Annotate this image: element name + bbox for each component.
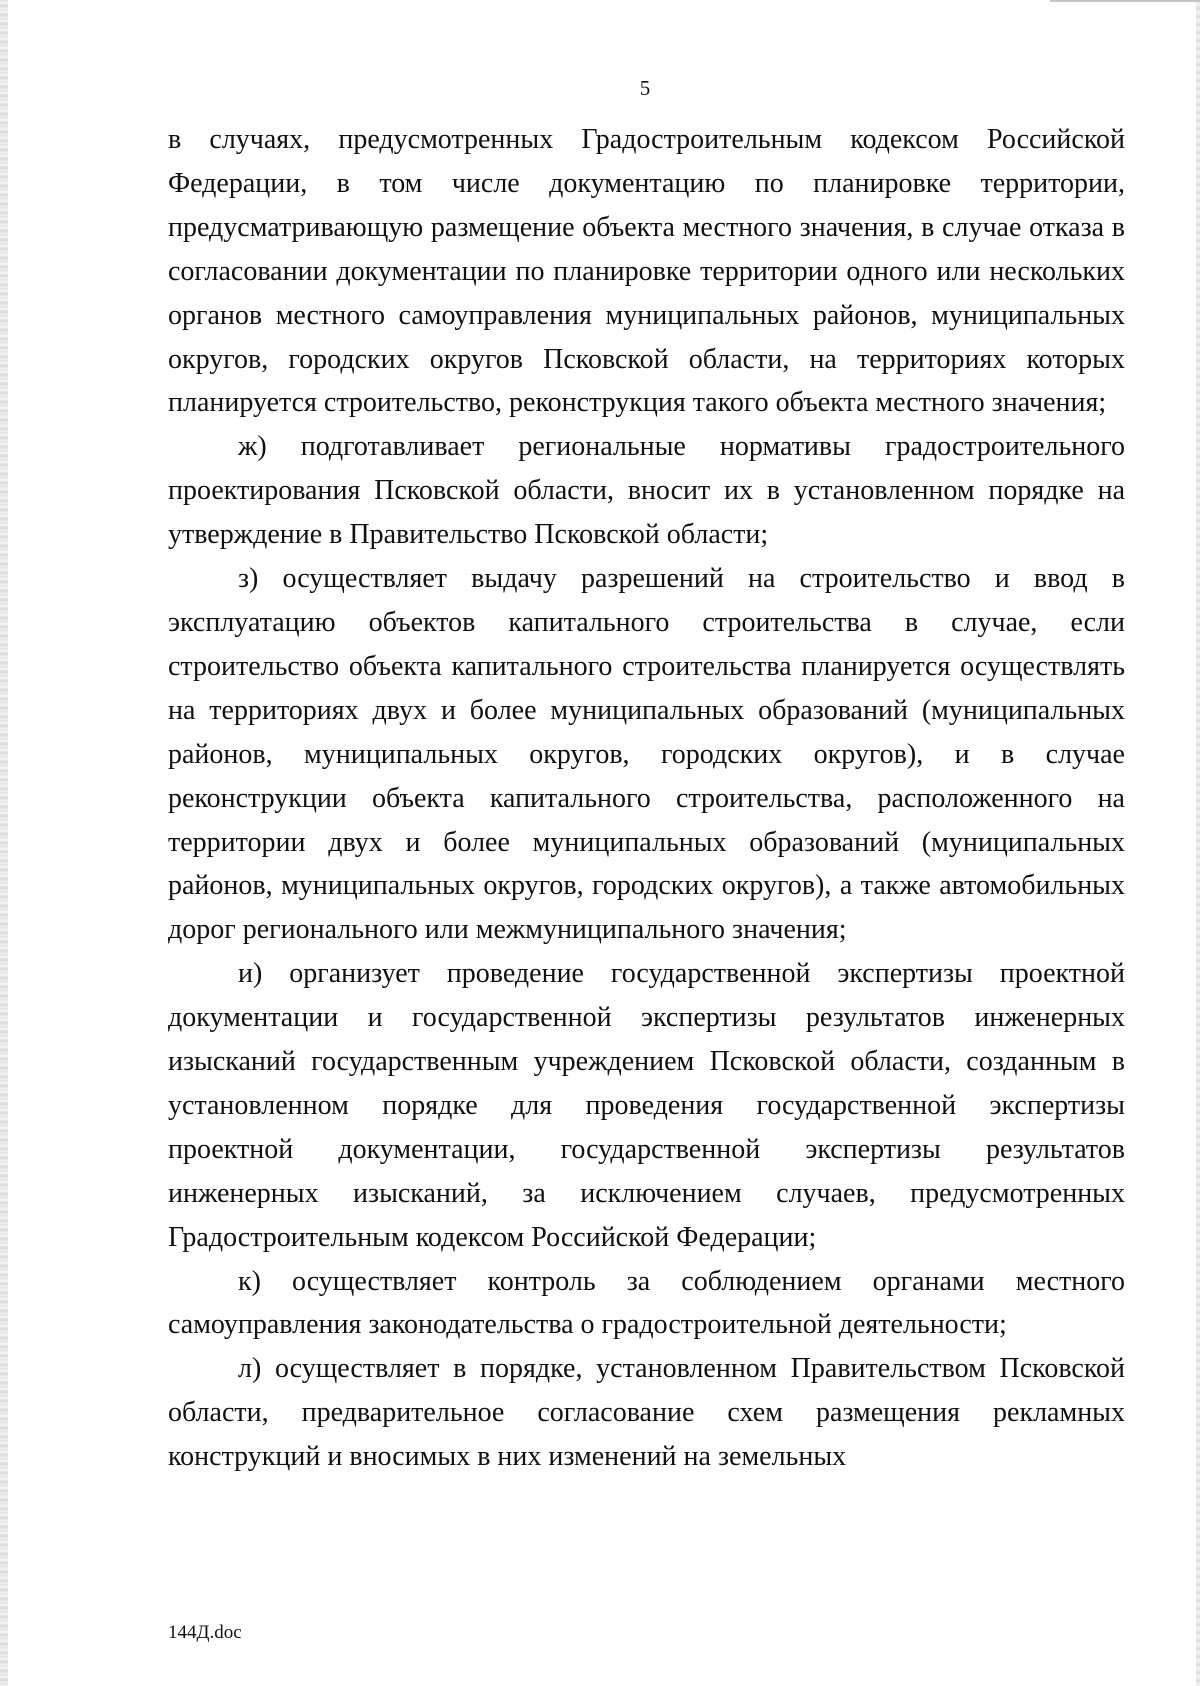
paragraph-item-i: и) организует проведение государственной экспертизы проектной документации и государственной экспертизы результатов инженерных изысканий государственным учреждением Псковской области, созданным в установленном порядке для проведения государственной экспертизы проектной документации, государственной экспертизы результатов инженерных изысканий, за исключением случаев, предусмотренных Градостроительным кодексом Российской Федерации; [168, 958, 1125, 1253]
footer-file-name: 144Д.doc [168, 1622, 242, 1643]
page-number: 5 [639, 76, 651, 100]
paragraph-continuation: в случаях, предусмотренных Градостроительным кодексом Российской Федерации, в том числе документацию по планировке территории, предусматривающую размещение объекта местного значения, в случае отказа в согласовании документации по планировке территории одного или нескольких органов местного самоуправления муниципальных районов, муниципальных округов, городских округов Псковской области, на территориях которых планируется строительство, реконструкция такого объекта местного значения; [168, 124, 1125, 419]
scan-edge-left [0, 0, 8, 1686]
paragraph-item-l: л) осуществляет в порядке, установленном Правительством Псковской области, предварительное согласование схем размещения рекламных конструкций и вносимых в них изменений на земельных [168, 1353, 1125, 1473]
paragraph-item-k: к) осуществляет контроль за соблюдением органами местного самоуправления законодательства о градостроительной деятельности; [168, 1265, 1125, 1341]
paragraph-item-zh: ж) подготавливает региональные нормативы градостроительного проектирования Псковской области, вносит их в установленном порядке на утверждение в Правительство Псковской области; [168, 431, 1125, 551]
scan-edge-right [1196, 0, 1200, 1686]
scan-top-line [1050, 0, 1200, 2]
document-body [168, 118, 1125, 1479]
paragraph-item-z: з) осуществляет выдачу разрешений на строительство и ввод в эксплуатацию объектов капитального строительства в случае, если строительство объекта капитального строительства планируется осуществлять на территориях двух и более муниципальных образований (муниципальных районов, муниципальных округов, городских округов), и в случае реконструкции объекта капитального строительства, расположенного на территории двух и более муниципальных образований (муниципальных районов, муниципальных округов, городских округов), а также автомобильных дорог регионального или межмуниципального значения; [168, 563, 1125, 946]
